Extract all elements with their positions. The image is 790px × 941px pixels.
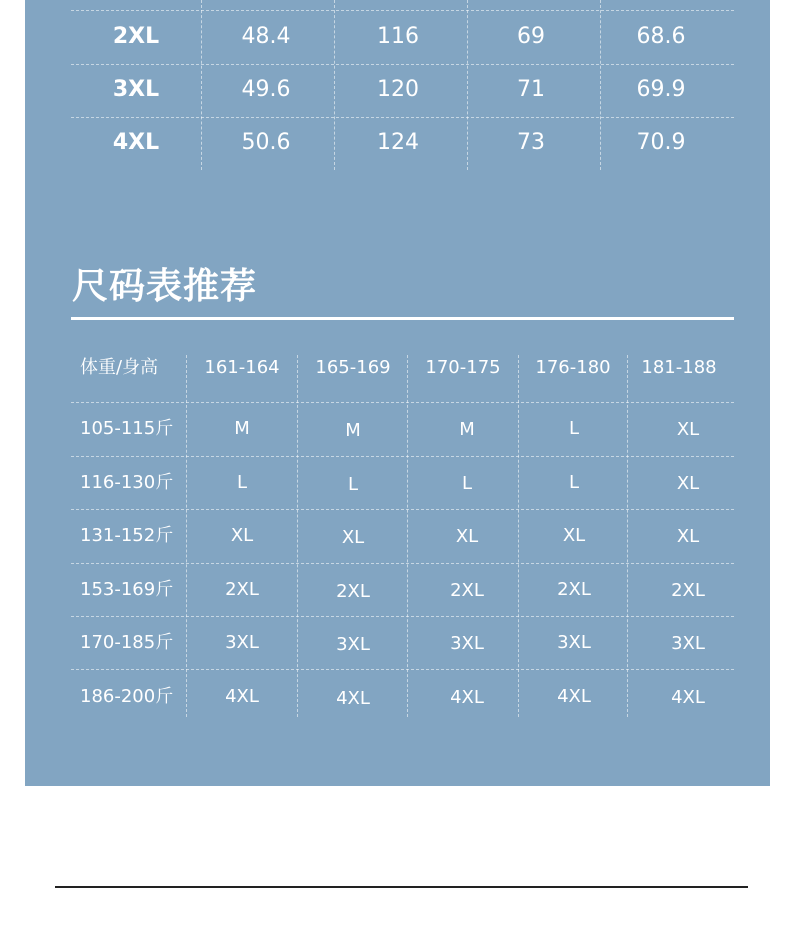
size-cell: 2XL — [557, 579, 591, 600]
height-header: 165-169 — [315, 357, 391, 378]
size-recommendation-table — [71, 340, 734, 720]
size-cell: XL — [676, 419, 700, 440]
size-cell: 4XL — [450, 687, 484, 708]
size-cell: 2XL — [450, 580, 484, 601]
column-divider — [186, 355, 187, 717]
size-cell: L — [461, 473, 473, 494]
weight-label: 105-115斤 — [80, 418, 174, 439]
height-header: 170-175 — [425, 357, 501, 378]
weight-label: 170-185斤 — [80, 632, 174, 653]
size-cell: 3XL — [336, 634, 370, 655]
cell-value: 48.4 — [241, 24, 291, 49]
size-measurement-table — [71, 0, 734, 170]
footer-divider — [55, 886, 748, 888]
weight-label: 131-152斤 — [80, 525, 174, 546]
title-underline — [71, 317, 734, 320]
size-cell: XL — [230, 525, 254, 546]
weight-label: 153-169斤 — [80, 579, 174, 600]
size-cell: 3XL — [450, 633, 484, 654]
size-cell: 4XL — [557, 686, 591, 707]
size-cell: 4XL — [671, 687, 705, 708]
column-divider — [627, 355, 628, 717]
cell-value: 73 — [517, 130, 545, 155]
cell-value: 50.6 — [241, 130, 291, 155]
size-cell: 2XL — [336, 581, 370, 602]
table-row — [71, 63, 734, 116]
cell-value: 68.6 — [636, 24, 686, 49]
size-label: 3XL — [112, 77, 160, 102]
size-cell: XL — [341, 527, 365, 548]
size-cell: L — [347, 474, 359, 495]
cell-value: 69 — [517, 24, 545, 49]
size-cell: 3XL — [557, 632, 591, 653]
cell-value: 116 — [377, 24, 419, 49]
size-cell: L — [568, 418, 580, 439]
size-cell: 4XL — [225, 686, 259, 707]
cell-value: 70.9 — [636, 130, 686, 155]
size-cell: M — [459, 419, 475, 440]
column-divider — [407, 355, 408, 717]
size-cell: 2XL — [225, 579, 259, 600]
cell-value: 69.9 — [636, 77, 686, 102]
weight-label: 116-130斤 — [80, 472, 174, 493]
table-row — [71, 10, 734, 63]
height-header: 161-164 — [204, 357, 280, 378]
size-cell: L — [236, 472, 248, 493]
size-cell: 3XL — [671, 633, 705, 654]
cell-value: 124 — [377, 130, 419, 155]
size-cell: 2XL — [671, 580, 705, 601]
weight-label: 186-200斤 — [80, 686, 174, 707]
size-cell: 3XL — [225, 632, 259, 653]
section-title: 尺码表推荐 — [72, 266, 258, 307]
size-cell: XL — [562, 525, 586, 546]
size-cell: L — [568, 472, 580, 493]
cell-value: 71 — [517, 77, 545, 102]
size-cell: XL — [676, 526, 700, 547]
size-label: 4XL — [112, 130, 160, 155]
cell-value: 120 — [377, 77, 419, 102]
column-divider — [297, 355, 298, 717]
size-cell: M — [234, 418, 250, 439]
size-cell: 4XL — [336, 688, 370, 709]
height-header: 176-180 — [535, 357, 611, 378]
height-header: 181-188 — [641, 357, 717, 378]
corner-header: 体重/身高 — [80, 357, 159, 378]
size-cell: M — [345, 420, 361, 441]
size-label: 2XL — [112, 24, 160, 49]
table-row — [71, 116, 734, 169]
size-cell: XL — [676, 473, 700, 494]
cell-value: 49.6 — [241, 77, 291, 102]
size-cell: XL — [455, 526, 479, 547]
